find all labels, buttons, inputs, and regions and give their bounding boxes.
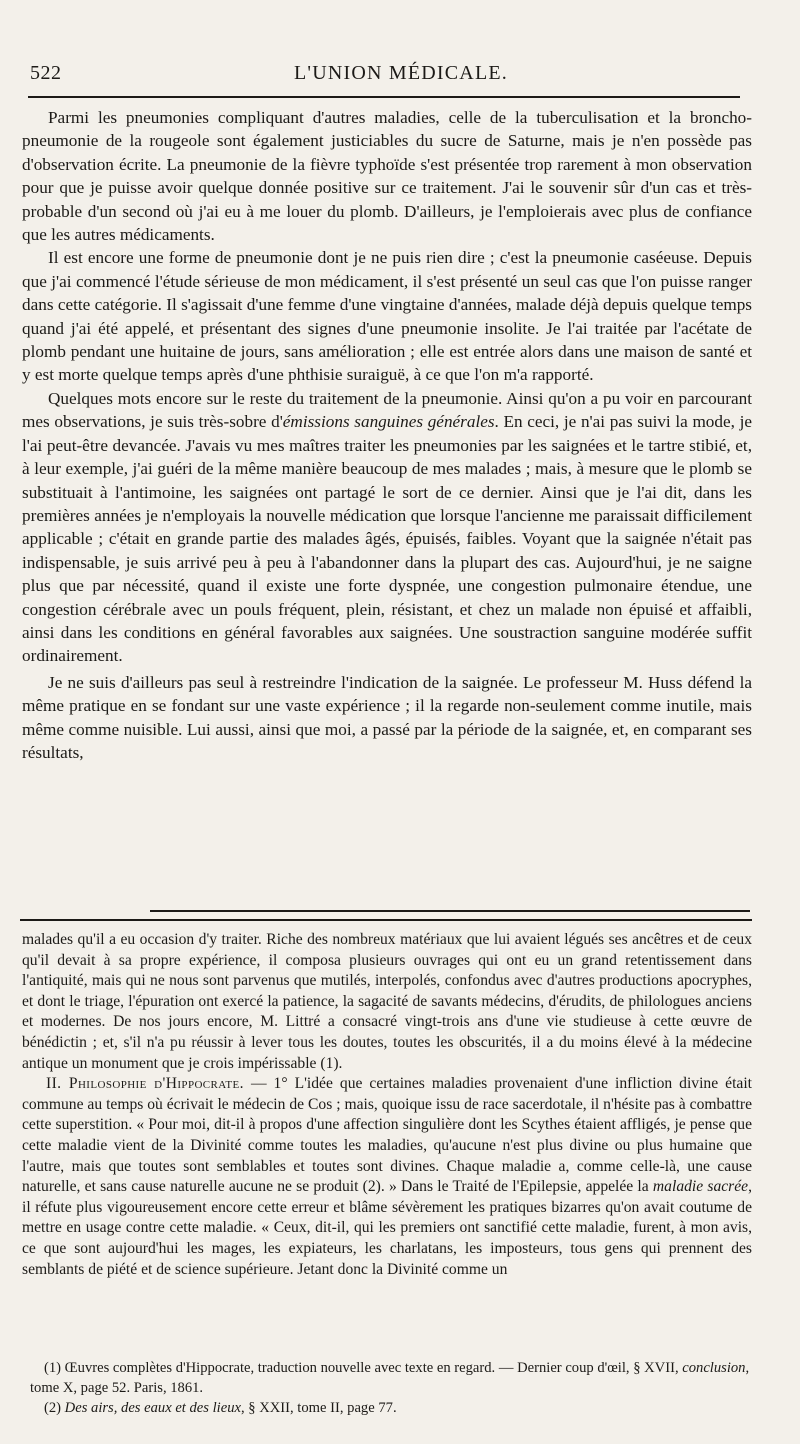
main-paragraph-2: Il est encore une forme de pneumonie dont je ne puis rien dire ; c'est la pneumonie caséeuse. Depuis que j'ai commencé l'étude sérieuse de mon médicament, il s'est présenté un seul cas que l'on puisse ranger dans cette catégorie. Il s'agissait d'une femme d'une vingtaine d'années, malade déjà depuis quelque temps quand j'ai été appelé, et présentant des signes d'une pneumonie insolite. Je l'ai traitée par l'acétate de plomb pendant une huitaine de jours, sans amélioration ; elle est entrée alors dans une maison de santé et y est morte quelque temps après d'une phthisie suraiguë, à ce que l'on m'a rapporté. [22, 248, 752, 385]
section-rule-lower [20, 919, 752, 921]
main-paragraph-1: Parmi les pneumonies compliquant d'autres maladies, celle de la tuberculisation et la broncho-pneumonie de la rougeole sont également justiciables du sucre de Saturne, mais je n'en possède pas d'observation écrite. La pneumonie de la fièvre typhoïde s'est présentée trop rarement à mon observation pour que je puisse avoir quelque donnée positive sur ce traitement. J'ai le souvenir sûr d'un cas et très-probable d'un second où j'ai eu à me louer du plomb. D'ailleurs, je l'emploierais avec plus de confiance que les autres médicaments. [22, 108, 752, 245]
feuilleton-paragraph-2: II. Philosophie d'Hippocrate. — 1° L'idée que certaines maladies provenaient d'une infliction divine était commune au temps où écrivait le médecin de Cos ; mais, quoique issu de race sacerdotale, il n'hésite pas à combattre cette superstition. « Pour moi, dit-il à propos d'une affection singulière dont les Scythes étaient affligés, je pense que cette maladie vient de la Divinité comme toutes les maladies, qu'aucune n'est plus divine ou plus humaine que l'autre, mais que toutes sont semblables et toutes sont divines. Chaque maladie a, comme celle-là, une cause naturelle, et sans cause naturelle aucune ne se produit (2). » Dans le Traité de l'Epilepsie, appelée la maladie sacrée, il réfute plus vigoureusement encore cette erreur et blâme sévèrement les pratiques bizarres qu'on avait coutume de mettre en usage contre cette maladie. « Ceux, dit-il, qui les premiers ont sanctifié cette maladie, furent, à mon avis, ce que sont aujourd'hui les mages, les expiateurs, les charlatans, les imposteurs, tous gens qui prennent des semblants de piété et de science supérieure. Jetant donc la Divinité comme un [22, 1075, 752, 1278]
feuilleton-paragraph-1: malades qu'il a eu occasion d'y traiter. Riche des nombreux matériaux que lui avaient légués ses ancêtres et de ceux qu'il devait à sa propre expérience, il composa plusieurs ouvrages qui ont eu un grand retentissement dans l'antiquité, mais qui ne nous sont parvenus que mutilés, interpolés, confondus avec d'autres productions apocryphes, et dont le triage, l'épuration ont exercé la patience, la sagacité de savants médecins, d'érudits, de philologues anciens et modernes. De nos jours encore, M. Littré a consacré vingt-trois ans d'une vie studieuse à cette œuvre de bénédictin ; et, s'il n'a pu réussir à lever tous les doutes, toutes les obscurités, il a du moins élevé à la médecine antique un monument que je crois impérissable (1). [22, 931, 752, 1072]
footnotes [30, 1358, 752, 1418]
section-heading: II. Philosophie d'Hippocrate. [46, 1075, 244, 1093]
main-paragraph-4: Je ne suis d'ailleurs pas seul à restreindre l'indication de la saignée. Le professeur M. Huss défend la même pratique en se fondant sur une vaste expérience ; il la regarde non-seulement comme inutile, mais même comme nuisible. Lui aussi, ainsi que moi, a passé par la période de la saignée, et, en comparant ses résultats, [22, 672, 752, 762]
header-rule [28, 96, 740, 98]
main-text [22, 106, 752, 764]
footnote-1: (1) Œuvres complètes d'Hippocrate, traduction nouvelle avec texte en regard. — Dernier coup d'œil, § XVII, conclusion, tome X, page 52. Paris, 1861. [30, 1360, 750, 1396]
running-head: L'UNION MÉDICALE. [294, 62, 508, 84]
main-paragraph-3: Quelques mots encore sur le reste du traitement de la pneumonie. Ainsi qu'on a pu voir en parcourant mes observations, je suis très-sobre d'émissions sanguines générales. En ceci, je n'ai pas suivi la mode, je l'ai peut-être devancée. J'avais vu mes maîtres traiter les pneumonies par les saignées et le tartre stibié, et, à leur exemple, j'ai guéri de la même manière beaucoup de mes malades ; mais, à mesure que le plomb se substituait à l'antimoine, les saignées ont partagé le sort de ce dernier. Ainsi que je l'ai dit, dans les premières années je n'employais la nouvelle médication que lorsque l'ancienne me paraissait difficilement applicable ; c'était en grande partie des malades âgés, épuisés, faibles. Voyant que la saignée n'était pas indispensable, je suis arrivé peu à peu à l'abandonner dans la plupart des cas. Aujourd'hui, je ne saigne plus que par nécessité, quand il existe une forte dyspnée, une congestion pulmonaire étendue, une congestion cérébrale avec un pouls fréquent, plein, résistant, et chez un malade non épuisé et affaibli, ainsi dans les conditions en général favorables aux saignées. Une soustraction sanguine modérée suffit ordinairement. [22, 388, 752, 666]
page-number: 522 [30, 62, 62, 84]
page-header [26, 62, 776, 92]
emphasis-emissions: émissions sanguines générales [282, 412, 495, 432]
footnote-2: (2) Des airs, des eaux et des lieux, § XXII, tome II, page 77. [44, 1400, 397, 1416]
emphasis-maladie-sacree: maladie sacrée [652, 1178, 749, 1196]
feuilleton-text [22, 930, 752, 1280]
section-rule-upper [150, 910, 750, 912]
